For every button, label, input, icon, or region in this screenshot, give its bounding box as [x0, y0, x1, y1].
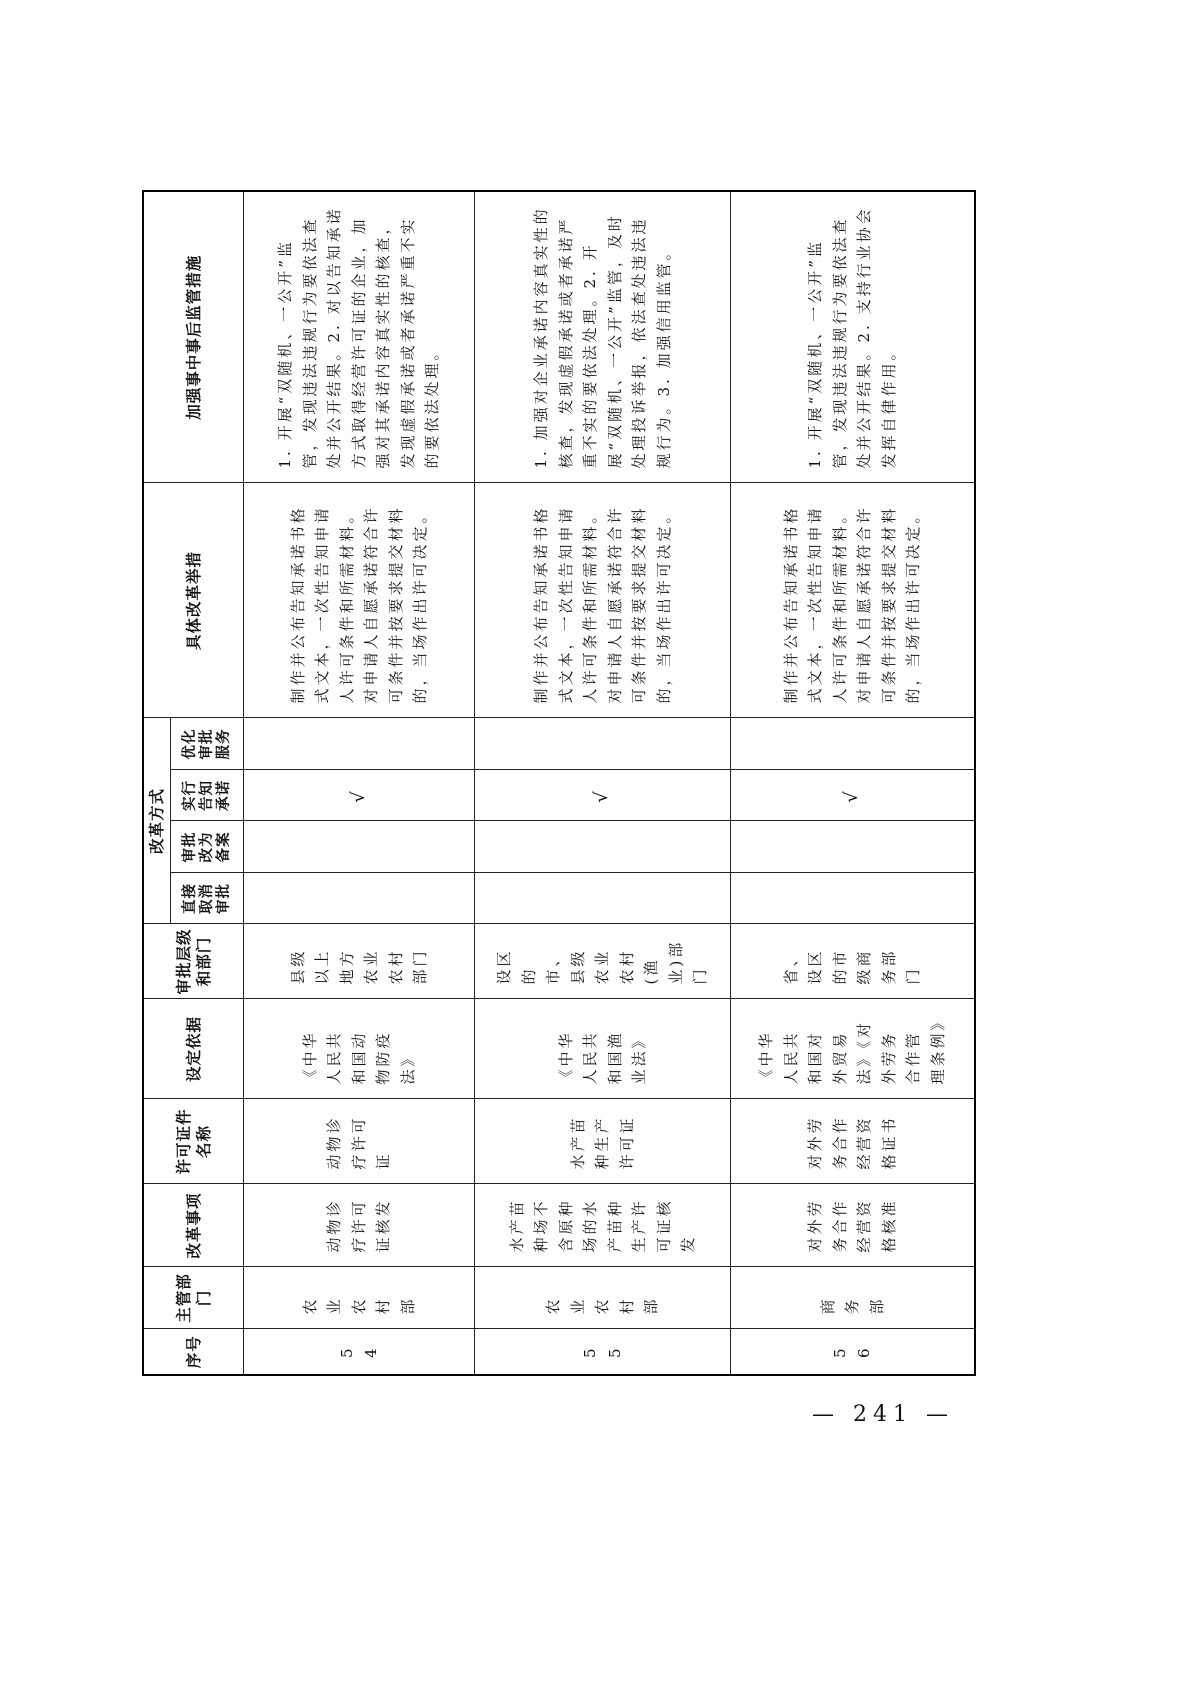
- cell-item: 水产苗种场不含原种场的水产苗种生产许可证核发: [475, 1184, 731, 1267]
- cell-supervision: 1. 加强对企业承诺内容真实性的核查，发现虚假承诺或者承诺严重不实的要依法处理。2. 开展“双随机、一公开”监管，及时处理投诉举报，依法查处违法违规行为。3. 加强信用监管。: [475, 191, 731, 483]
- reform-table: [142, 190, 976, 1376]
- cell-item: 对外劳务合作经营资格核准: [731, 1184, 975, 1267]
- header-basis: 设定依据: [143, 999, 244, 1099]
- table-row: [731, 191, 975, 1375]
- header-measures: 具体改革举措: [143, 483, 244, 718]
- header-license: 许可证件名称: [143, 1099, 244, 1184]
- cell-optimize: [475, 718, 731, 770]
- table-row: [244, 191, 475, 1375]
- cell-dept: 商务部: [731, 1267, 975, 1329]
- header-mode-cancel: 直接取消审批: [171, 873, 244, 924]
- page-number: — 241 —: [812, 1402, 954, 1427]
- cell-basis: 《中华人民共和国渔业法》: [475, 999, 731, 1099]
- cell-notify: √: [244, 770, 475, 821]
- header-mode-record: 审批改为备案: [171, 821, 244, 873]
- cell-seq: 54: [244, 1329, 475, 1375]
- cell-basis: 《中华人民共和国动物防疫法》: [244, 999, 475, 1099]
- cell-dept: 农业农村部: [244, 1267, 475, 1329]
- cell-record: [731, 821, 975, 873]
- cell-item: 动物诊疗许可证核发: [244, 1184, 475, 1267]
- cell-supervision: 1. 开展“双随机、一公开”监管，发现违法违规行为要依法查处并公开结果。2. 对以告知承诺方式取得经营许可证的企业，加强对其承诺内容真实性的核查，发现虚假承诺或者承诺严重不实的要依法处理。: [244, 191, 475, 483]
- header-item: 改革事项: [143, 1184, 244, 1267]
- rotated-table-wrapper: [142, 192, 967, 1376]
- cell-license: 对外劳务合作经营资格证书: [731, 1099, 975, 1184]
- cell-seq: 56: [731, 1329, 975, 1375]
- header-supervision: 加强事中事后监管措施: [143, 191, 244, 483]
- cell-level: 省、设区的市级商务部门: [731, 924, 975, 999]
- cell-measures: 制作并公布告知承诺书格式文本，一次性告知申请人许可条件和所需材料。对申请人自愿承诺符合许可条件并按要求提交材料的，当场作出许可决定。: [244, 483, 475, 718]
- header-mode: 改革方式: [143, 718, 171, 924]
- cell-license: 水产苗种生产许可证: [475, 1099, 731, 1184]
- cell-supervision: 1. 开展“双随机、一公开”监管，发现违法违规行为要依法查处并公开结果。2. 支持行业协会发挥自律作用。: [731, 191, 975, 483]
- cell-measures: 制作并公布告知承诺书格式文本，一次性告知申请人许可条件和所需材料。对申请人自愿承诺符合许可条件并按要求提交材料的，当场作出许可决定。: [731, 483, 975, 718]
- cell-level: 县级以上地方农业农村部门: [244, 924, 475, 999]
- cell-cancel: [475, 873, 731, 924]
- cell-record: [475, 821, 731, 873]
- cell-cancel: [244, 873, 475, 924]
- cell-basis: 《中华人民共和国对外贸易法》《对外劳务合作管理条例》: [731, 999, 975, 1099]
- cell-notify: √: [475, 770, 731, 821]
- header-mode-notify: 实行告知承诺: [171, 770, 244, 821]
- header-mode-optimize: 优化审批服务: [171, 718, 244, 770]
- cell-cancel: [731, 873, 975, 924]
- cell-dept: 农业农村部: [475, 1267, 731, 1329]
- header-seq: 序号: [143, 1329, 244, 1375]
- table-row: [475, 191, 731, 1375]
- cell-measures: 制作并公布告知承诺书格式文本，一次性告知申请人许可条件和所需材料。对申请人自愿承诺符合许可条件并按要求提交材料的，当场作出许可决定。: [475, 483, 731, 718]
- cell-optimize: [244, 718, 475, 770]
- cell-license: 动物诊疗许可证: [244, 1099, 475, 1184]
- header-level: 审批层级和部门: [143, 924, 244, 999]
- header-dept: 主管部门: [143, 1267, 244, 1329]
- cell-optimize: [731, 718, 975, 770]
- cell-notify: √: [731, 770, 975, 821]
- cell-record: [244, 821, 475, 873]
- cell-seq: 55: [475, 1329, 731, 1375]
- cell-level: 设区的市、县级农业农村(渔业)部门: [475, 924, 731, 999]
